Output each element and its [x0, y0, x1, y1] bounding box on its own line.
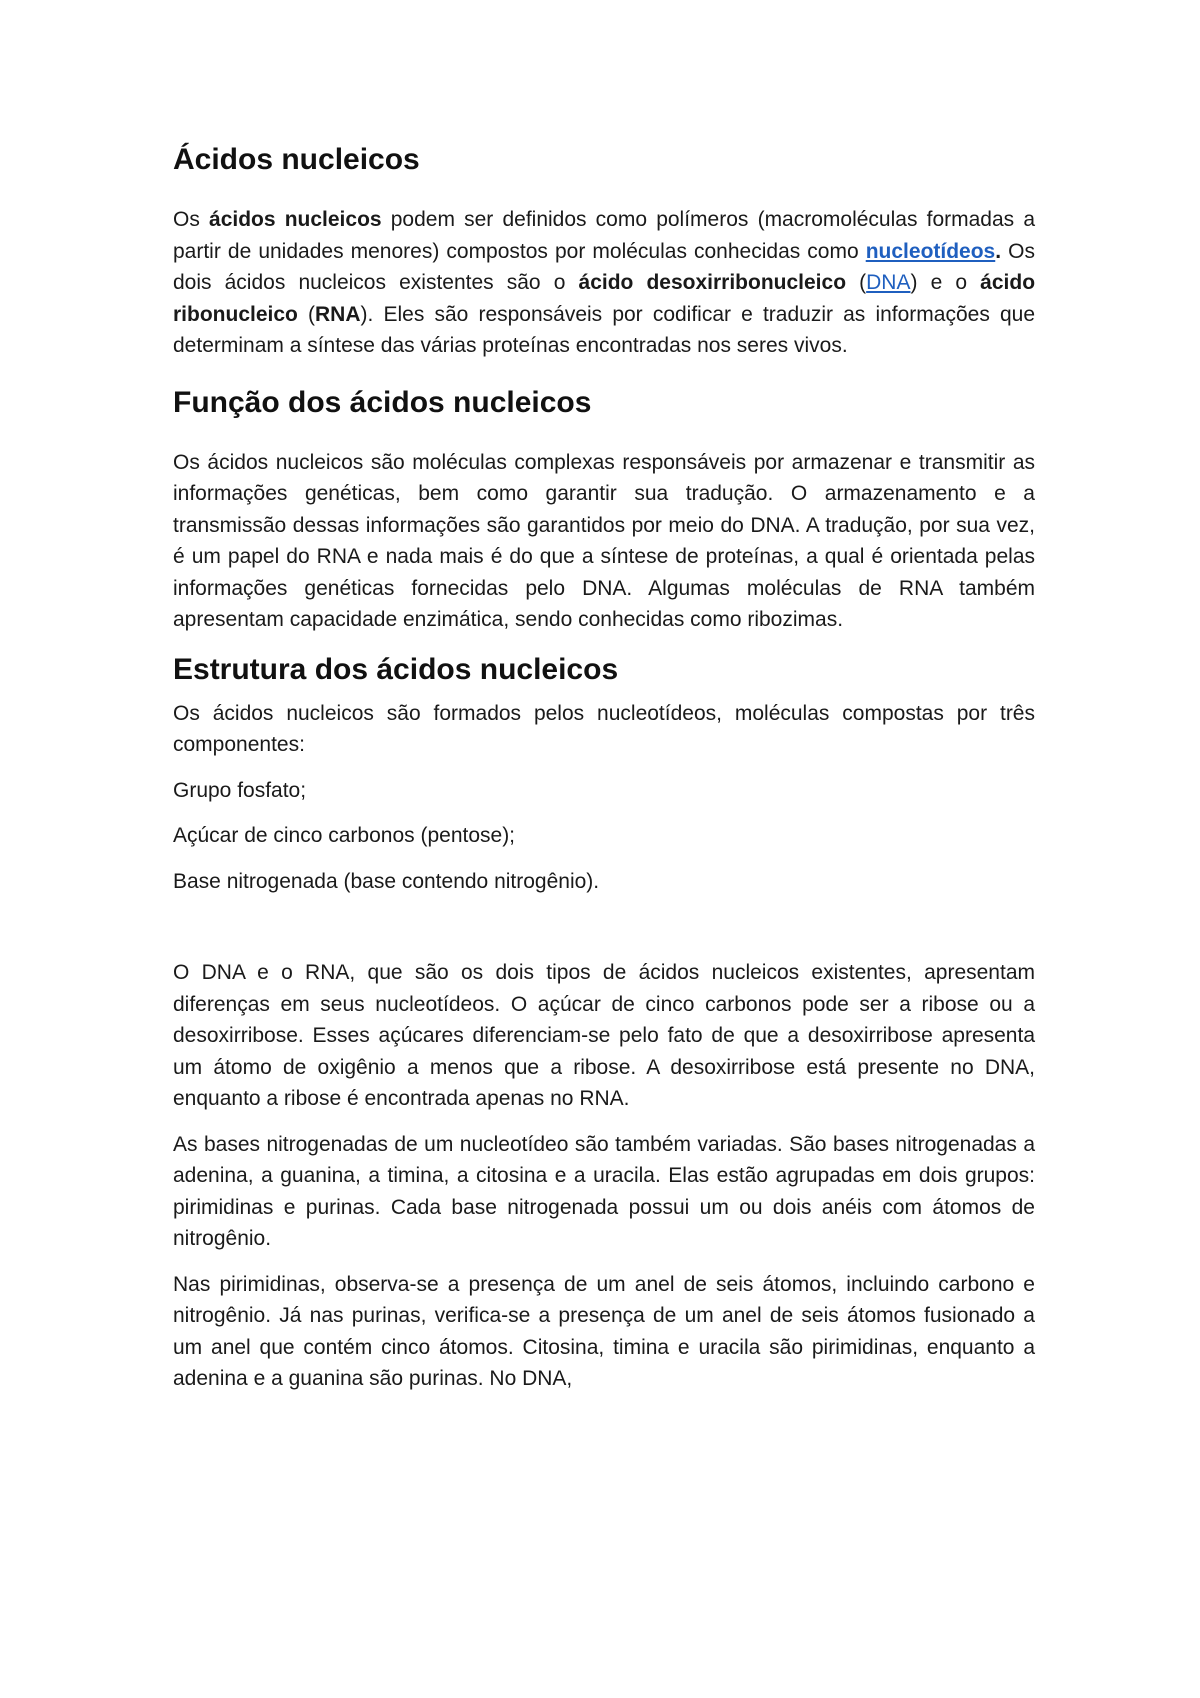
bold-period: . — [995, 239, 1002, 263]
bold-term: ácido desoxirribonucleico — [578, 271, 847, 294]
heading-funcao: Função dos ácidos nucleicos — [173, 385, 592, 419]
blank-line — [173, 911, 1035, 957]
paragraph-estrutura: Os ácidos nucleicos são formados pelos nucleotídeos, moléculas compostas por três componentes: — [173, 701, 1035, 756]
paragraph-pirimidinas: Nas pirimidinas, observa-se a presença de um anel de seis átomos, incluindo carbono e nitrogênio. Já nas purinas, verifica-se a presença de um anel de seis átomos fusionado a um anel que contém cinco átomos. Citosina, timina e uracila são pirimidinas, enquanto a adenina e a guanina são purinas. No DNA, — [173, 1272, 1035, 1390]
paragraph-funcao: Os ácidos nucleicos são moléculas complexas responsáveis por armazenar e transmitir as informações genéticas, bem como garantir sua tradução. O armazenamento e a transmissão dessas informações são garantidos por meio do DNA. A tradução, por sua vez, é um papel do RNA e nada mais é do que a síntese de proteínas, a qual é orientada pelas informações genéticas fornecidas pelo DNA. Algumas moléculas de RNA também apresentam capacidade enzimática, sendo conhecidas como ribozimas. — [173, 450, 1035, 631]
text: ). Eles são responsáveis por codificar e traduzir as informações que determinam a síntese das várias proteínas encontradas nos seres vivos. — [173, 302, 1036, 357]
text: ( — [846, 271, 867, 294]
text: Os dois ácidos nucleicos existentes são o — [173, 239, 1035, 294]
list-item: Grupo fosfato; — [173, 778, 307, 802]
paragraph-dna-rna: O DNA e o RNA, que são os dois tipos de ácidos nucleicos existentes, apresentam diferenças em seus nucleotídeos. O açúcar de cinco carbonos pode ser a ribose ou a desoxirribose. Esses açúcares diferenciam-se pelo fato de que a desoxirribose apresenta um átomo de oxigênio a menos que a ribose. A desoxirribose está presente no DNA, enquanto a ribose é encontrada apenas no RNA. — [173, 961, 1035, 1110]
heading-acidos-nucleicos: Ácidos nucleicos — [173, 143, 420, 176]
document-page — [173, 140, 1035, 1395]
heading-estrutura: Estrutura dos ácidos nucleicos — [173, 652, 619, 686]
bold-term: ácido ribonucleico — [173, 271, 1036, 326]
bold-term: RNA — [315, 302, 361, 326]
paragraph-intro — [173, 204, 1035, 362]
nucleotideos-link[interactable]: nucleotídeos — [865, 239, 996, 263]
paragraph-bases: As bases nitrogenadas de um nucleotídeo são também variadas. São bases nitrogenadas a adenina, a guanina, a timina, a citosina e a uracila. Elas estão agrupadas em dois grupos: pirimidinas e purinas. Cada base nitrogenada possui um ou dois anéis com átomos de nitrogênio. — [173, 1132, 1035, 1250]
bold-term: ácidos nucleicos — [209, 208, 382, 231]
text: ( — [297, 302, 315, 326]
text: podem ser definidos como polímeros (macromoléculas formadas a partir de unidades menores) compostos por moléculas conhecidas como — [173, 208, 1035, 263]
list-item: Base nitrogenada (base contendo nitrogênio). — [173, 869, 600, 893]
list-item: Açúcar de cinco carbonos (pentose); — [173, 824, 516, 847]
text: Os — [173, 208, 210, 231]
text: ) e o — [910, 271, 981, 294]
dna-link[interactable]: DNA — [866, 271, 911, 294]
